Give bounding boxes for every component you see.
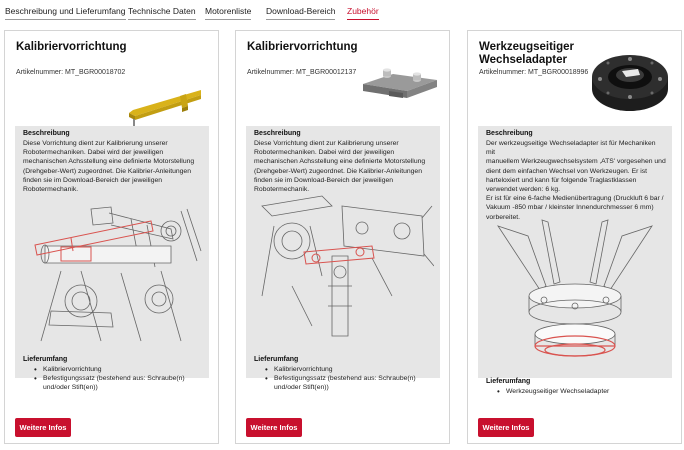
scope-list [486, 387, 609, 396]
tab-download-bereich[interactable]: Download-Bereich [266, 6, 335, 20]
list-item: • Befestigungssatz (bestehend aus: Schraube(n) und/oder Stift(en)) [23, 374, 185, 392]
description-box [246, 126, 440, 392]
description-text: Diese Vorrichtung dient zur Kalibrierung unserer Robotermechaniken. Dabei wird der jeweiligen mechanischen Achsstellung eine definierte Motorstellung (Drehgeber-Wert) zugeordnet. Die Kalibrier-Anleitungen finden sie im Download-Bereich der jeweiligen Robotermechanik. [23, 140, 195, 194]
tool-changer-diagram-image [488, 216, 662, 366]
list-item: • Werkzeugseitiger Wechseladapter [486, 387, 609, 396]
tab-zubehoer[interactable]: Zubehör [347, 6, 379, 20]
calibration-diagram-image [252, 186, 434, 346]
article-number: Artikelnummer: MT_BGR00018996 [479, 69, 589, 76]
article-number: Artikelnummer: MT_BGR00018702 [16, 69, 126, 76]
list-item: • Befestigungssatz (bestehend aus: Schraube(n) und/oder Stift(en)) [254, 374, 416, 392]
tab-motorenliste[interactable]: Motorenliste [205, 6, 251, 20]
calibration-diagram-image [21, 201, 203, 351]
product-card [235, 30, 450, 444]
tab-beschreibung[interactable]: Beschreibung und Lieferumfang [5, 6, 126, 20]
article-number: Artikelnummer: MT_BGR00012137 [247, 69, 357, 76]
more-info-button[interactable]: Weitere Infos [478, 418, 534, 437]
card-title: Kalibriervorrichtung [16, 41, 127, 53]
scope-list [23, 365, 185, 393]
calibration-block-image [359, 58, 439, 106]
description-box [478, 126, 672, 395]
description-box [15, 126, 209, 392]
scope-list [254, 365, 416, 393]
scope-heading: Lieferumfang [254, 356, 299, 363]
scope-heading: Lieferumfang [486, 378, 531, 385]
list-item: • Kalibriervorrichtung [254, 365, 416, 374]
list-item: • Kalibriervorrichtung [23, 365, 185, 374]
description-heading: Beschreibung [254, 130, 301, 137]
description-text: Diese Vorrichtung dient zur Kalibrierung unserer Robotermechaniken. Dabei wird der jeweiligen mechanischen Achsstellung eine definierte Motorstellung (Drehgeber-Wert) zugeordnet. Die Kalibrier-Anleitungen finden sie im Download-Bereich der jeweiligen Robotermechanik. [254, 140, 426, 194]
calibration-bar-image [125, 83, 205, 131]
more-info-button[interactable]: Weitere Infos [15, 418, 71, 437]
tab-technische-daten[interactable]: Technische Daten [128, 6, 196, 20]
product-card [467, 30, 682, 444]
card-title: Werkzeugseitiger Wechseladapter [479, 41, 575, 66]
product-card [4, 30, 219, 444]
card-title: Kalibriervorrichtung [247, 41, 358, 53]
more-info-button[interactable]: Weitere Infos [246, 418, 302, 437]
tab-bar [0, 0, 684, 22]
scope-heading: Lieferumfang [23, 356, 68, 363]
description-heading: Beschreibung [486, 130, 533, 137]
description-text: Der werkzeugseitige Wechseladapter ist für Mechaniken mit manuellem Werkzeugwechselsystem ‚ATS' vorgesehen und dient dem einfachen Wechsel von Werkzeugen. Er ist harteloxiert und kann für folgende Traglastklassen verwendet werden: 6 kg. Er ist für eine 6-fache Medienübertragung (Druckluft 6 bar / Vakuum -850 mbar / kleinster Innendurchmesser 6 mm) vorbereitet. [486, 140, 666, 221]
tool-changer-adapter-image [588, 41, 672, 121]
description-heading: Beschreibung [23, 130, 70, 137]
